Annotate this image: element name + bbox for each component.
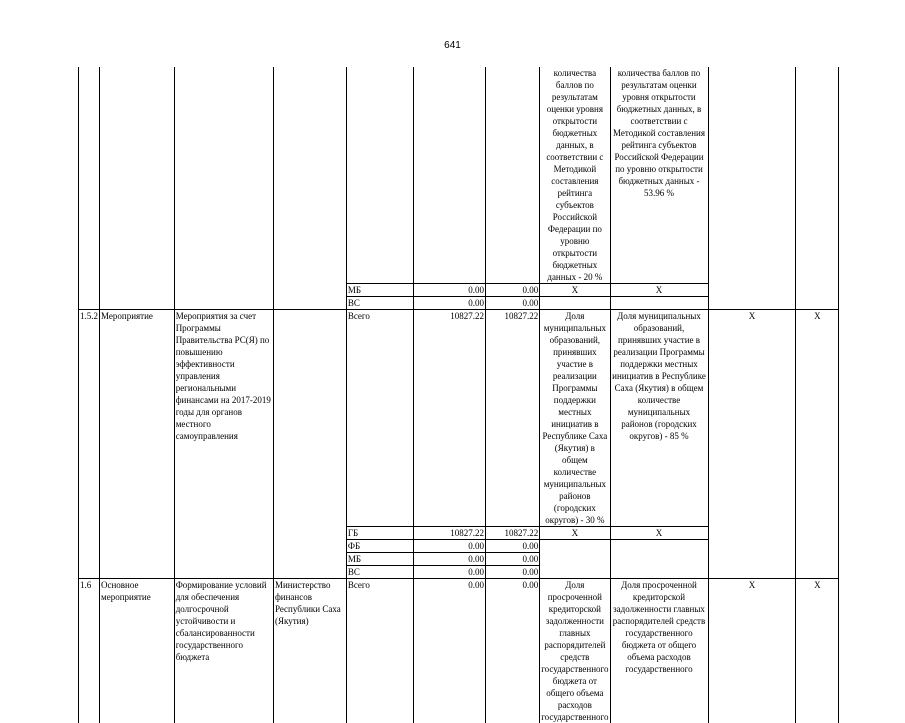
value-cell: 10827.22: [413, 310, 485, 527]
indicator-cell: Доля просроченной кредиторской задолженности главных распорядителей средств государственного бюджета от общего объема расходов государственного: [610, 579, 708, 723]
source-cell: Всего: [346, 310, 413, 527]
value-cell: 0.00: [413, 553, 485, 566]
source-cell: Всего: [346, 579, 413, 723]
empty-cell: [540, 540, 610, 579]
value-cell: 0.00: [486, 579, 540, 723]
source-cell: ГБ: [346, 527, 413, 540]
indicator-cell: Доля муниципальных образований, принявших участие в реализации Программы поддержки местных инициатив в Республике Саха (Якутия) в общем количестве муниципальных районов (городских округов) - 30 %: [540, 310, 610, 527]
x-cell: X: [796, 579, 839, 723]
empty-cell: [610, 297, 708, 310]
table-row: [79, 67, 905, 284]
program-table: [78, 67, 905, 723]
source-cell: ВС: [346, 297, 413, 310]
executor-cell: Министерство финансов Республики Саха (Якутия): [273, 579, 346, 723]
name-cell: Мероприятия за счет Программы Правительства РС(Я) по повышению эффективности управления региональными финансами на 2017-2019 годы для органов местного самоуправления: [174, 310, 273, 579]
x-cell: X: [610, 527, 708, 540]
name-cell: [174, 67, 273, 310]
type-cell: Мероприятие: [100, 310, 175, 579]
x-cell: X: [708, 310, 796, 579]
num-cell: 1.6: [79, 579, 100, 723]
indicator-cell: количества баллов по результатам оценки уровня открытости бюджетных данных, в соответствии с Методикой составления рейтинга субъектов Российской Федерации по уровню открытости бюджетных данных - 20 %: [540, 67, 610, 284]
source-cell: ФБ: [346, 540, 413, 553]
empty-cell: [540, 297, 610, 310]
indicator-cell: количества баллов по результатам оценки уровня открытости бюджетных данных, в соответствии с Методикой составления рейтинга субъектов Российской Федерации по уровню открытости бюджетных данных - 53.96 %: [610, 67, 708, 284]
value-cell: 10827.22: [486, 310, 540, 527]
value-cell: 0.00: [413, 540, 485, 553]
value-cell: 0.00: [486, 566, 540, 579]
value-cell: [413, 67, 485, 284]
value-cell: 0.00: [413, 284, 485, 297]
value-cell: [486, 67, 540, 284]
source-cell: ВС: [346, 566, 413, 579]
table-row: [79, 310, 905, 527]
value-cell: 0.00: [413, 297, 485, 310]
value-cell: 0.00: [413, 566, 485, 579]
num-cell: 1.5.2: [79, 310, 100, 579]
type-cell: Основное мероприятие: [100, 579, 175, 723]
num-cell: [79, 67, 100, 310]
value-cell: 0.00: [486, 297, 540, 310]
source-cell: МБ: [346, 553, 413, 566]
name-cell: Формирование условий для обеспечения долгосрочной устойчивости и сбалансированности государственного бюджета: [174, 579, 273, 723]
value-cell: 0.00: [486, 553, 540, 566]
value-cell: 10827.22: [413, 527, 485, 540]
x-cell: [796, 67, 839, 310]
x-cell: X: [540, 527, 610, 540]
source-cell: [346, 67, 413, 284]
page-number: 641: [0, 40, 905, 51]
executor-cell: [273, 310, 346, 579]
value-cell: 0.00: [486, 284, 540, 297]
empty-cell: [610, 540, 708, 579]
indicator-cell: Доля муниципальных образований, принявших участие в реализации Программы поддержки местных инициатив в Республике Саха (Якутия) в общем количестве муниципальных районов (городских округов) - 85 %: [610, 310, 708, 527]
value-cell: 0.00: [413, 579, 485, 723]
value-cell: 10827.22: [486, 527, 540, 540]
x-cell: X: [708, 579, 796, 723]
table-row: [79, 579, 905, 723]
x-cell: X: [610, 284, 708, 297]
indicator-cell: Доля просроченной кредиторской задолженности главных распорядителей средств государственного бюджета от общего объема расходов государственного: [540, 579, 610, 723]
x-cell: [708, 67, 796, 310]
executor-cell: [273, 67, 346, 310]
type-cell: [100, 67, 175, 310]
x-cell: X: [540, 284, 610, 297]
x-cell: X: [796, 310, 839, 579]
value-cell: 0.00: [486, 540, 540, 553]
source-cell: МБ: [346, 284, 413, 297]
